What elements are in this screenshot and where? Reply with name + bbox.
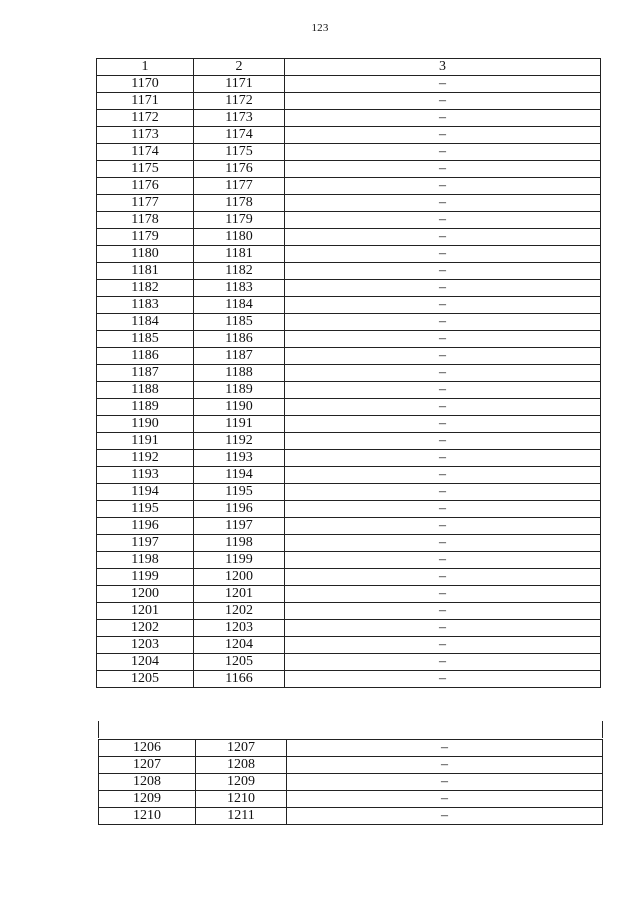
table-cell: – <box>285 620 601 637</box>
table-cell: 1196 <box>194 501 285 518</box>
table-row <box>97 93 601 110</box>
table-cell: 1208 <box>196 757 287 774</box>
table-cell: 1198 <box>97 552 194 569</box>
table-cell: – <box>285 110 601 127</box>
table-cell: 1201 <box>97 603 194 620</box>
table-cell: – <box>285 178 601 195</box>
table-cell: – <box>285 603 601 620</box>
table-cell: – <box>285 93 601 110</box>
table-cell: 1174 <box>194 127 285 144</box>
table-cell: 1207 <box>196 740 287 757</box>
table-row <box>97 654 601 671</box>
table-row <box>97 178 601 195</box>
table-row <box>97 569 601 586</box>
table-cell: – <box>285 569 601 586</box>
table-cell: 1166 <box>194 671 285 688</box>
table-cell: 1178 <box>97 212 194 229</box>
table-cell: – <box>285 535 601 552</box>
table-cell: 1197 <box>97 535 194 552</box>
table-cell: 1171 <box>97 93 194 110</box>
table-row <box>97 552 601 569</box>
table-row <box>97 518 601 535</box>
page-number: 123 <box>311 22 329 34</box>
table-cell: – <box>285 161 601 178</box>
table-cell: 1180 <box>194 229 285 246</box>
table-row <box>99 740 603 757</box>
table-cell: 1172 <box>194 93 285 110</box>
table-cell: 1205 <box>194 654 285 671</box>
table-cell: – <box>285 314 601 331</box>
table-cell: 1207 <box>99 757 196 774</box>
table-row <box>97 331 601 348</box>
table-cell: 1 <box>97 59 194 76</box>
table-cell: – <box>285 246 601 263</box>
table-row <box>97 535 601 552</box>
table-row <box>97 620 601 637</box>
table-cell: 1182 <box>97 280 194 297</box>
table-cell: 1209 <box>196 774 287 791</box>
table-gap <box>98 721 603 738</box>
table-cell: 1194 <box>97 484 194 501</box>
table-cell: 1181 <box>97 263 194 280</box>
table-cell: 1209 <box>99 791 196 808</box>
table-cell: 1185 <box>97 331 194 348</box>
table-cell: – <box>285 382 601 399</box>
table-cell: 1189 <box>97 399 194 416</box>
table-cell: – <box>285 229 601 246</box>
table-cell: – <box>285 280 601 297</box>
table-row <box>99 791 603 808</box>
table-cell: 1195 <box>97 501 194 518</box>
table-cell: – <box>285 671 601 688</box>
table-cell: 1184 <box>194 297 285 314</box>
table-cell: 1188 <box>194 365 285 382</box>
table-cell: 1189 <box>194 382 285 399</box>
table-row <box>99 808 603 825</box>
table-cell: 1201 <box>194 586 285 603</box>
table-cell: 1206 <box>99 740 196 757</box>
table-cell: 1173 <box>194 110 285 127</box>
table-cell: 1203 <box>194 620 285 637</box>
table-cell: 1204 <box>97 654 194 671</box>
table-cell: 1183 <box>194 280 285 297</box>
table-cell: 1180 <box>97 246 194 263</box>
table-cell: 1185 <box>194 314 285 331</box>
table-cell: 1191 <box>97 433 194 450</box>
table-cell: 1191 <box>194 416 285 433</box>
table-cell: – <box>285 450 601 467</box>
table-cell: 1199 <box>194 552 285 569</box>
table-cell: – <box>285 654 601 671</box>
table-cell: – <box>285 212 601 229</box>
table-cell: 2 <box>194 59 285 76</box>
table-row <box>97 433 601 450</box>
table-cell: 1182 <box>194 263 285 280</box>
table-cell: – <box>285 195 601 212</box>
table-cell: 1173 <box>97 127 194 144</box>
table-cell: 1211 <box>196 808 287 825</box>
table-cell: – <box>285 76 601 93</box>
table-row <box>97 76 601 93</box>
continuation-table <box>98 739 603 825</box>
table-cell: 1203 <box>97 637 194 654</box>
data-table-body <box>97 59 601 688</box>
table-cell: 1202 <box>194 603 285 620</box>
table-cell: 1183 <box>97 297 194 314</box>
table-cell: – <box>285 331 601 348</box>
table-cell: 1202 <box>97 620 194 637</box>
table-cell: 1175 <box>194 144 285 161</box>
table-cell: 1184 <box>97 314 194 331</box>
table-row <box>97 603 601 620</box>
table-cell: – <box>285 348 601 365</box>
table-cell: 1192 <box>97 450 194 467</box>
table-cell: 1179 <box>194 212 285 229</box>
table-row <box>97 127 601 144</box>
table-cell: 1177 <box>194 178 285 195</box>
table-cell: – <box>285 518 601 535</box>
table-row <box>97 637 601 654</box>
table-row <box>99 774 603 791</box>
table-row <box>97 161 601 178</box>
table-row <box>97 586 601 603</box>
table-row <box>97 484 601 501</box>
table-cell: 1171 <box>194 76 285 93</box>
table-cell: 1190 <box>194 399 285 416</box>
table-cell: – <box>285 399 601 416</box>
table-cell: 1198 <box>194 535 285 552</box>
table-row <box>97 144 601 161</box>
table-row <box>97 399 601 416</box>
table-cell: 1192 <box>194 433 285 450</box>
table-row <box>97 229 601 246</box>
table-cell: 1194 <box>194 467 285 484</box>
table-cell: 1175 <box>97 161 194 178</box>
table-cell: 1196 <box>97 518 194 535</box>
table-cell: 1186 <box>97 348 194 365</box>
table-cell: 1210 <box>99 808 196 825</box>
table-header-row <box>97 59 601 76</box>
table-row <box>97 263 601 280</box>
table-row <box>97 467 601 484</box>
table-cell: – <box>285 263 601 280</box>
table-cell: 1193 <box>194 450 285 467</box>
table-cell: – <box>285 416 601 433</box>
table-cell: 1188 <box>97 382 194 399</box>
table-cell: 1200 <box>97 586 194 603</box>
table-cell: 1199 <box>97 569 194 586</box>
table-cell: 3 <box>285 59 601 76</box>
table-row <box>97 110 601 127</box>
table-cell: – <box>287 774 603 791</box>
table-cell: – <box>285 127 601 144</box>
table-cell: 1177 <box>97 195 194 212</box>
data-table <box>96 58 601 688</box>
table-cell: 1190 <box>97 416 194 433</box>
table-cell: – <box>285 365 601 382</box>
table-cell: – <box>285 501 601 518</box>
table-row <box>97 314 601 331</box>
table-cell: – <box>285 586 601 603</box>
continuation-table-body <box>99 740 603 825</box>
table-cell: – <box>287 740 603 757</box>
table-cell: – <box>285 433 601 450</box>
table-cell: – <box>285 144 601 161</box>
table-row <box>97 195 601 212</box>
table-cell: – <box>285 552 601 569</box>
table-row <box>99 757 603 774</box>
table-row <box>97 246 601 263</box>
table-cell: 1170 <box>97 76 194 93</box>
table-cell: 1176 <box>194 161 285 178</box>
table-cell: 1187 <box>97 365 194 382</box>
table-cell: 1200 <box>194 569 285 586</box>
table-cell: 1197 <box>194 518 285 535</box>
table-cell: 1181 <box>194 246 285 263</box>
table-row <box>97 212 601 229</box>
table-row <box>97 450 601 467</box>
table-cell: 1174 <box>97 144 194 161</box>
table-row <box>97 416 601 433</box>
table-cell: 1179 <box>97 229 194 246</box>
table-cell: 1195 <box>194 484 285 501</box>
table-row <box>97 382 601 399</box>
table-cell: 1193 <box>97 467 194 484</box>
table-cell: 1204 <box>194 637 285 654</box>
table-cell: 1186 <box>194 331 285 348</box>
table-cell: 1178 <box>194 195 285 212</box>
table-row <box>97 297 601 314</box>
table-cell: – <box>287 808 603 825</box>
table-row <box>97 671 601 688</box>
table-cell: – <box>285 467 601 484</box>
table-cell: 1205 <box>97 671 194 688</box>
table-cell: 1208 <box>99 774 196 791</box>
table-row <box>97 280 601 297</box>
table-cell: – <box>287 791 603 808</box>
table-cell: – <box>285 484 601 501</box>
table-cell: – <box>285 637 601 654</box>
table-row <box>97 365 601 382</box>
table-row <box>97 501 601 518</box>
table-row <box>97 348 601 365</box>
table-cell: 1187 <box>194 348 285 365</box>
table-cell: – <box>287 757 603 774</box>
table-cell: 1210 <box>196 791 287 808</box>
table-cell: 1172 <box>97 110 194 127</box>
table-cell: 1176 <box>97 178 194 195</box>
table-cell: – <box>285 297 601 314</box>
